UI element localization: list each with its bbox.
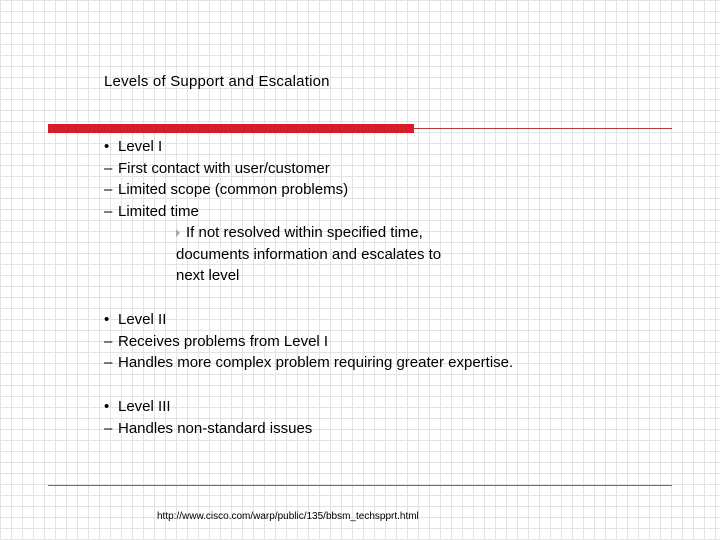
dash-marker: –	[104, 354, 113, 371]
source-url: http://www.cisco.com/warp/public/135/bbsm_techspprt.html	[157, 511, 419, 522]
sub-list-item: If not resolved within specified time,	[104, 222, 513, 244]
list-item: – Limited scope (common problems)	[104, 179, 513, 201]
sub-list-item-continued: documents information and escalates to	[176, 245, 442, 263]
list-item: – First contact with user/customer	[104, 158, 513, 180]
level-heading: • Level I	[104, 136, 513, 158]
sub-list-item-continued: next level	[176, 267, 240, 284]
bullet-marker: •	[104, 138, 110, 155]
dash-marker: –	[104, 159, 113, 177]
list-item: – Handles more complex problem requiring greater expertise.	[104, 352, 513, 374]
list-item: – Receives problems from Level I	[104, 331, 513, 353]
title-divider-accent	[48, 124, 414, 133]
title-divider-line	[414, 128, 672, 129]
level-heading: • Level III	[104, 396, 513, 418]
bullet-marker: •	[104, 311, 110, 328]
dash-marker: –	[104, 181, 113, 198]
level-heading: • Level II	[104, 309, 513, 331]
bullet-marker: •	[104, 398, 110, 415]
dash-marker: –	[104, 419, 113, 437]
triangle-bullet-icon	[176, 229, 180, 237]
list-item: – Handles non-standard issues	[104, 418, 513, 440]
title-divider	[48, 124, 672, 133]
dash-marker: –	[104, 202, 113, 220]
dash-marker: –	[104, 332, 113, 350]
footer-divider	[48, 485, 672, 486]
slide-body	[104, 136, 513, 439]
list-item: – Limited time	[104, 201, 513, 223]
slide-title: Levels of Support and Escalation	[104, 73, 330, 90]
